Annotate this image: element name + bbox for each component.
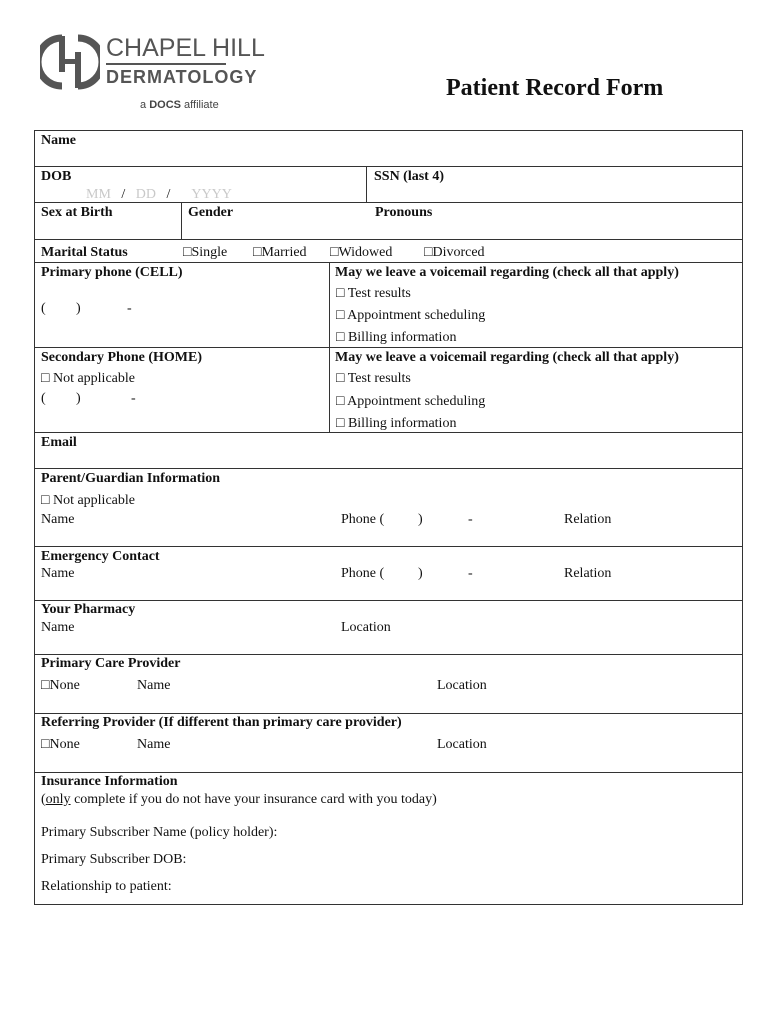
marital-option-single[interactable]: □Single (183, 245, 228, 260)
emergency-relation-label: Relation (564, 566, 612, 581)
marital-option-widowed[interactable]: □Widowed (330, 245, 393, 260)
gender-label: Gender (188, 205, 234, 220)
emergency-phone-dash: - (468, 566, 473, 581)
voicemail-primary-test-results[interactable]: □ Test results (336, 286, 411, 301)
marital-status-label: Marital Status (41, 245, 128, 260)
logo-divider (106, 63, 226, 65)
emergency-phone-close: ) (418, 566, 423, 581)
subscriber-name-label: Primary Subscriber Name (policy holder): (41, 825, 278, 840)
voicemail-primary-label: May we leave a voicemail regarding (check all that apply) (335, 265, 679, 280)
voicemail-secondary-label: May we leave a voicemail regarding (check all that apply) (335, 350, 679, 365)
pronouns-label: Pronouns (375, 205, 433, 220)
voicemail-secondary-billing[interactable]: □ Billing information (336, 416, 457, 431)
primary-phone-area-close: ) (76, 301, 81, 316)
emergency-phone-label: Phone ( (341, 566, 385, 581)
guardian-phone-label: Phone ( (341, 512, 385, 527)
referring-none-checkbox[interactable]: □None (41, 737, 80, 752)
primary-phone-area-open: ( (41, 301, 46, 316)
primary-phone-dash: - (127, 301, 132, 316)
pharmacy-location-label: Location (341, 620, 391, 635)
guardian-relation-label: Relation (564, 512, 612, 527)
secondary-phone-not-applicable[interactable]: □ Not applicable (41, 371, 135, 386)
guardian-phone-dash: - (468, 512, 473, 527)
primary-phone-label: Primary phone (CELL) (41, 265, 183, 280)
secondary-phone-area-close: ) (76, 391, 81, 406)
secondary-phone-label: Secondary Phone (HOME) (41, 350, 202, 365)
voicemail-secondary-test-results[interactable]: □ Test results (336, 371, 411, 386)
guardian-label: Parent/Guardian Information (41, 471, 221, 486)
pcp-location-label: Location (437, 678, 487, 693)
email-label: Email (41, 435, 77, 450)
marital-option-married[interactable]: □Married (253, 245, 307, 260)
logo (40, 32, 265, 116)
secondary-phone-dash: - (131, 391, 136, 406)
dob-label: DOB (41, 169, 72, 184)
name-label: Name (41, 133, 76, 148)
marital-option-divorced[interactable]: □Divorced (424, 245, 485, 260)
subscriber-dob-label: Primary Subscriber DOB: (41, 852, 187, 867)
pcp-name-label: Name (137, 678, 171, 693)
page-title: Patient Record Form (446, 75, 664, 101)
voicemail-secondary-appointment[interactable]: □ Appointment scheduling (336, 394, 486, 409)
emergency-label: Emergency Contact (41, 549, 160, 564)
relationship-label: Relationship to patient: (41, 879, 172, 894)
referring-label: Referring Provider (If different than primary care provider) (41, 715, 402, 730)
logo-affiliate: a DOCS affiliate (140, 99, 219, 111)
sex-at-birth-label: Sex at Birth (41, 205, 113, 220)
ssn-label: SSN (last 4) (374, 169, 445, 184)
pharmacy-name-label: Name (41, 620, 75, 635)
pcp-label: Primary Care Provider (41, 656, 181, 671)
logo-line1: CHAPEL HILL (106, 34, 265, 62)
referring-location-label: Location (437, 737, 487, 752)
pharmacy-label: Your Pharmacy (41, 602, 136, 617)
chapel-hill-logo-mark-icon (40, 32, 100, 92)
insurance-note: (only complete if you do not have your insurance card with you today) (41, 792, 437, 807)
voicemail-primary-appointment[interactable]: □ Appointment scheduling (336, 308, 486, 323)
guardian-phone-close: ) (418, 512, 423, 527)
dob-placeholder[interactable]: MM / DD / YYYY (86, 187, 232, 202)
voicemail-primary-billing[interactable]: □ Billing information (336, 330, 457, 345)
referring-name-label: Name (137, 737, 171, 752)
guardian-name-label: Name (41, 512, 75, 527)
emergency-name-label: Name (41, 566, 75, 581)
guardian-not-applicable[interactable]: □ Not applicable (41, 493, 135, 508)
secondary-phone-area-open: ( (41, 391, 46, 406)
logo-line2: DERMATOLOGY (106, 67, 258, 87)
insurance-label: Insurance Information (41, 774, 178, 789)
pcp-none-checkbox[interactable]: □None (41, 678, 80, 693)
